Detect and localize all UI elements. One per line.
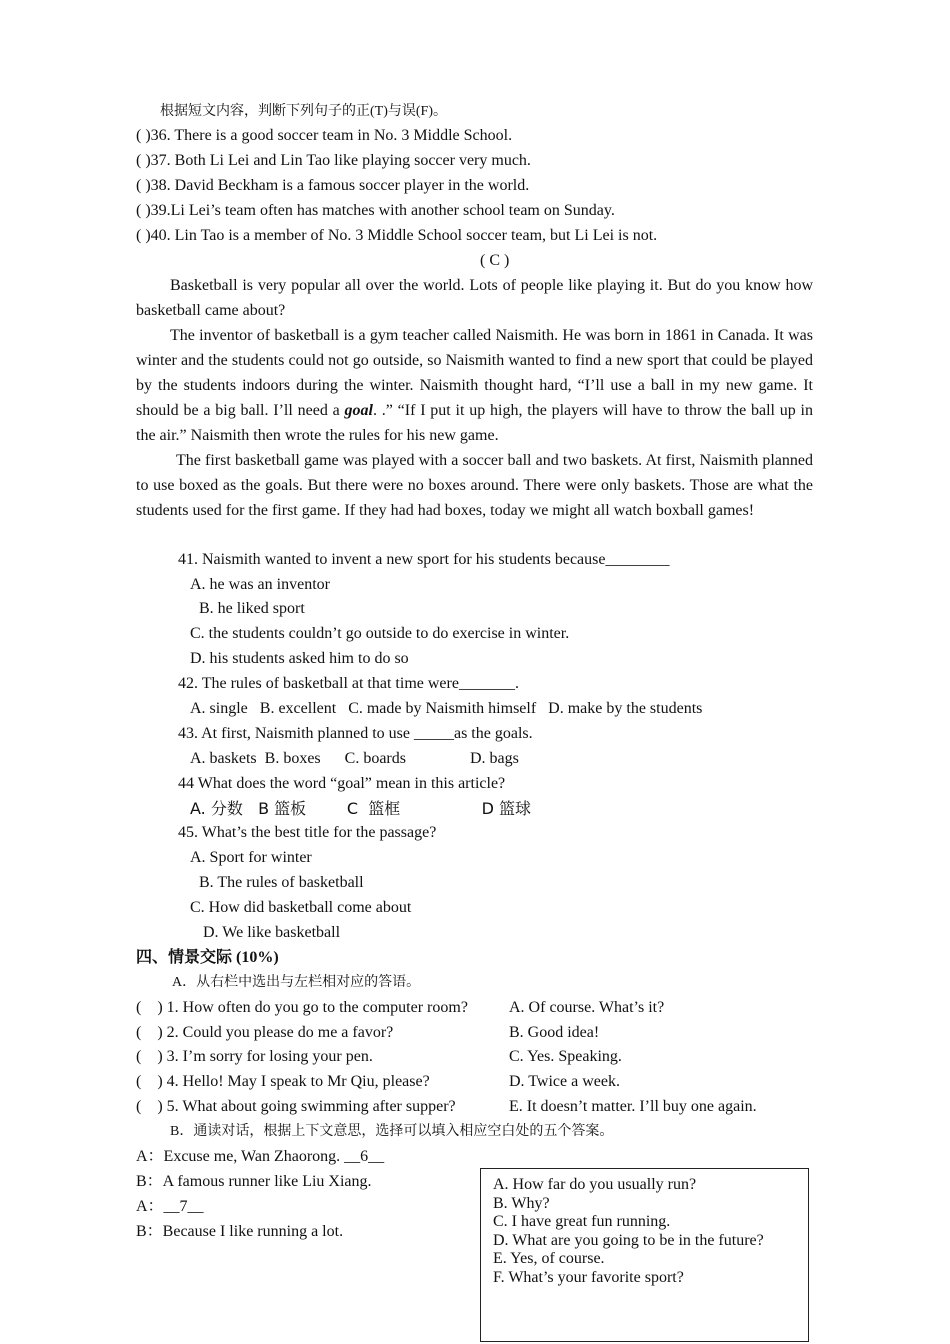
q45-option-a: A. Sport for winter bbox=[190, 849, 312, 866]
dialogue-line-2: B：A famous runner like Liu Xiang. bbox=[136, 1173, 372, 1190]
q44-options: A. 分数 B 篮板 C 篮框 D 篮球 bbox=[190, 799, 531, 818]
passage-paragraph-3: The first basketball game was played with a soccer ball and two baskets. At first, Naismith planned to use boxed as the goals. But there were no boxes around. There were only baskets. Those are what the students used for the first game. If they had had boxes, today we might all watch boxball games! bbox=[136, 452, 813, 519]
box-option-b: B. Why? bbox=[493, 1194, 550, 1212]
passage-paragraph-2 bbox=[136, 323, 813, 448]
tf-item-37: ( )37. Both Li Lei and Lin Tao like playing soccer very much. bbox=[136, 152, 531, 169]
box-option-f: F. What’s your favorite sport? bbox=[493, 1268, 684, 1286]
passage-c-body bbox=[136, 273, 813, 523]
match-right-a: A. Of course. What’s it? bbox=[509, 999, 665, 1016]
tf-item-39: ( )39.Li Lei’s team often has matches with another school team on Sunday. bbox=[136, 202, 615, 219]
question-42: 42. The rules of basketball at that time were_______. bbox=[178, 675, 519, 692]
match-right-d: D. Twice a week. bbox=[509, 1073, 620, 1090]
match-left-5: ( ) 5. What about going swimming after supper? bbox=[136, 1098, 456, 1115]
tf-item-40: ( )40. Lin Tao is a member of No. 3 Middle School soccer team, but Li Lei is not. bbox=[136, 227, 658, 244]
box-option-a: A. How far do you usually run? bbox=[493, 1176, 697, 1193]
question-41: 41. Naismith wanted to invent a new sport for his students because________ bbox=[178, 551, 670, 568]
part4-b-instruction: B．通读对话，根据上下文意思，选择可以填入相应空白处的五个答案。 bbox=[170, 1124, 614, 1139]
dialogue-line-1: A：Excuse me, Wan Zhaorong. __6__ bbox=[136, 1148, 385, 1165]
tf-item-36: ( )36. There is a good soccer team in No. 3 Middle School. bbox=[136, 127, 513, 144]
match-right-b: B. Good idea! bbox=[509, 1024, 600, 1041]
match-left-4: ( ) 4. Hello! May I speak to Mr Qiu, please? bbox=[136, 1073, 430, 1090]
q41-option-a: A. he was an inventor bbox=[190, 576, 330, 593]
question-44: 44 What does the word “goal” mean in this article? bbox=[178, 775, 506, 792]
q42-options: A. single B. excellent C. made by Naismith himself D. make by the students bbox=[190, 700, 703, 717]
q41-option-b: B. he liked sport bbox=[199, 600, 305, 617]
paragraph-2-text-a: The inventor of basketball is a gym teacher called Naismith. He was born in 1861 in Canada. It was winter and the students could not go outside, so Naismith wanted to find a new sport that could be played by the students indoors during the winter. Naismith thought hard, “I’ll use a ball in my new game. It should be a big ball. I’ll need a bbox=[136, 327, 813, 419]
q43-options: A. baskets B. boxes C. boards D. bags bbox=[190, 750, 519, 767]
q41-option-c: C. the students couldn’t go outside to do exercise in winter. bbox=[190, 625, 570, 642]
question-45: 45. What’s the best title for the passage? bbox=[178, 824, 437, 841]
passage-c-heading: ( C ) bbox=[480, 252, 510, 269]
question-43: 43. At first, Naismith planned to use _____as the goals. bbox=[178, 725, 533, 742]
q45-option-b: B. The rules of basketball bbox=[199, 874, 364, 891]
box-option-d: D. What are you going to be in the future? bbox=[493, 1231, 764, 1249]
goal-word: goal bbox=[344, 402, 373, 419]
passage-paragraph-1: Basketball is very popular all over the world. Lots of people like playing it. But do you know how basketball came about? bbox=[136, 277, 813, 319]
box-option-c: C. I have great fun running. bbox=[493, 1213, 671, 1231]
dialogue-line-4: B：Because I like running a lot. bbox=[136, 1223, 344, 1240]
q45-option-d: D. We like basketball bbox=[203, 924, 341, 941]
match-left-3: ( ) 3. I’m sorry for losing your pen. bbox=[136, 1048, 373, 1065]
q45-option-c: C. How did basketball come about bbox=[190, 899, 412, 916]
match-left-1: ( ) 1. How often do you go to the computer room? bbox=[136, 999, 468, 1016]
dialogue-line-3: A：__7__ bbox=[136, 1198, 204, 1215]
tf-item-38: ( )38. David Beckham is a famous soccer player in the world. bbox=[136, 177, 530, 194]
box-option-e: E. Yes, of course. bbox=[493, 1250, 605, 1268]
part4-a-instruction: A．从右栏中选出与左栏相对应的答语。 bbox=[172, 975, 421, 990]
q41-option-d: D. his students asked him to do so bbox=[190, 650, 409, 667]
part4-heading: 四、情景交际 (10%) bbox=[136, 949, 279, 966]
paragraph-2-text-b: . .” “If I put it up high, the players will have to throw the ball up in the air.” Naismith then wrote the rules for his new game. bbox=[136, 402, 813, 444]
match-right-c: C. Yes. Speaking. bbox=[509, 1048, 622, 1065]
match-right-e: E. It doesn’t matter. I’ll buy one again. bbox=[509, 1098, 757, 1115]
answer-options-box bbox=[480, 1168, 809, 1342]
tf-instruction: 根据短文内容，判断下列句子的正(T)与误(F)。 bbox=[160, 104, 447, 119]
match-left-2: ( ) 2. Could you please do me a favor? bbox=[136, 1024, 394, 1041]
